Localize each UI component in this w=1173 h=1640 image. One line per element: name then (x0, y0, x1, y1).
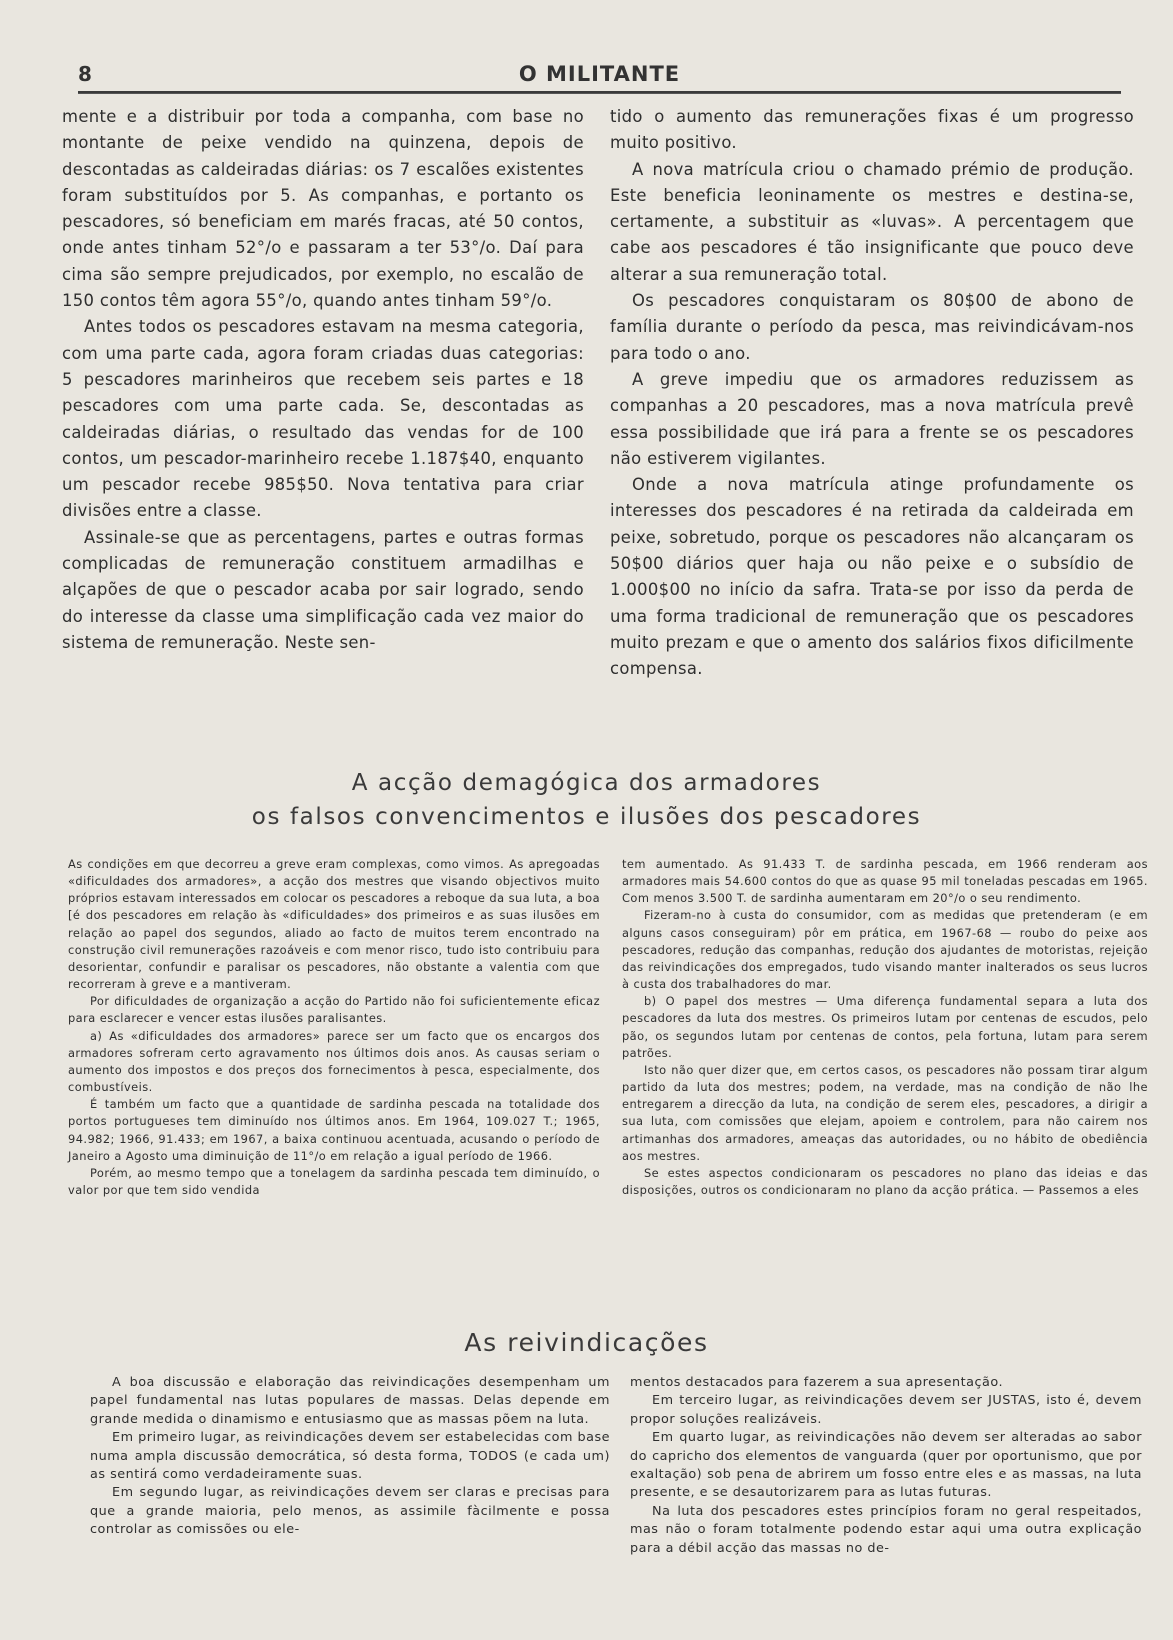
paragraph: Na luta dos pescadores estes princípios foram no geral respeitados, mas não o foram totalmente podendo estar aqui uma outra explicação para a débil acção das massas no de- (630, 1503, 1142, 1556)
section2-right-column (630, 1374, 1142, 1614)
paragraph: A nova matrícula criou o chamado prémio de produção. Este beneficia leoninamente os mestres e destina-se, certamente, a substituir as «luvas». A percentagem que cabe aos pescadores é tão insignificante que pouco deve alterar a sua remuneração total. (610, 159, 1134, 284)
paragraph: b) O papel dos mestres — Uma diferença fundamental separa a luta dos pescadores da luta dos mestres. Os primeiros lutam por centenas de escudos, pelo pão, os segundos lutam por centenas de contos, pela fortuna, lutam para serem patrões. (622, 994, 1148, 1060)
top-left-column (62, 104, 584, 759)
section1-right-column (622, 856, 1148, 1228)
section-heading-line1: A acção demagógica dos armadores (351, 770, 822, 796)
section-heading-reivindicacoes: As reivindicações (464, 1328, 709, 1357)
paragraph: mentos destacados para fazerem a sua apresentação. (630, 1375, 1004, 1390)
paragraph: A boa discussão e elaboração das reivindicações desempenham um papel fundamental nas lutas populares de massas. Delas depende em grande medida o dinamismo e entusiasmo que as massas põem na luta. (90, 1375, 610, 1427)
page-header (78, 62, 1121, 92)
page-number: 8 (78, 62, 92, 86)
section2-left-column (90, 1374, 610, 1614)
paragraph: Os pescadores conquistaram os 80$00 de abono de família durante o período da pesca, mas reivindicávam-nos para todo o ano. (610, 291, 1134, 363)
section-heading-line2: os falsos convencimentos e ilusões dos pescadores (251, 804, 922, 830)
section1-left-column (68, 856, 600, 1228)
top-right-column (610, 104, 1134, 759)
paragraph: Antes todos os pescadores estavam na mesma categoria, com uma parte cada, agora foram criadas duas categorias: 5 pescadores marinheiros que recebem seis partes e 18 pescadores com uma parte cada. Se, descontadas as caldeiradas diárias, o resultado das vendas for de 100 contos, um pescador-marinheiro recebe 1.187$40, enquanto um pescador recebe 985$50. Nova tentativa para criar divisões entre a classe. (62, 317, 584, 521)
paragraph: Em segundo lugar, as reivindicações devem ser claras e precisas para que a grande maioria, pelo menos, as assimile fàcilmente e possa controlar as comissões ou ele- (90, 1485, 610, 1538)
paragraph: Assinale-se que as percentagens, partes e outras formas complicadas de remuneração constituem armadilhas e alçapões de que o pescador acaba por sair logrado, sendo do interesse da classe uma simplificação cada vez maior do sistema de remuneração. Neste sen- (62, 527, 584, 652)
paragraph: Fizeram-no à custa do consumidor, com as medidas que pretenderam (e em alguns casos conseguiram) pôr em prática, em 1967-68 — roubo do peixe aos pescadores, redução das companhas, redução dos ajudantes de motoristas, rejeição das reivindicações dos empregados, tudo visando manter inalterados os seus lucros à custa dos trabalhadores do mar. (622, 908, 1148, 992)
paragraph: É também um facto que a quantidade de sardinha pescada na totalidade dos portos portugueses tem diminuído nos últimos anos. Em 1964, 109.027 T.; 1965, 94.982; 1966, 91.433; em 1967, a baixa continuou acentuada, acusando o período de Janeiro a Agosto uma diminuição de 11°/o em relação a igual período de 1966. (68, 1097, 600, 1163)
paragraph: Porém, ao mesmo tempo que a tonelagem da sardinha pescada tem diminuído, o valor por que tem sido vendida (68, 1165, 600, 1197)
paragraph: Em terceiro lugar, as reivindicações devem ser JUSTAS, isto é, devem propor soluções realizáveis. (630, 1393, 1142, 1427)
paragraph: Por dificuldades de organização a acção do Partido não foi suficientemente eficaz para esclarecer e vencer estas ilusões paralisantes. (68, 994, 600, 1026)
paragraph: Em quarto lugar, as reivindicações não devem ser alteradas ao sabor do capricho dos elementos de vanguarda (quer por oportunismo, que por exaltação) sob pena de abrirem um fosso entre eles e as massas, na luta presente, e se desautorizarem para as lutas futuras. (630, 1430, 1142, 1501)
paragraph: Onde a nova matrícula atinge profundamente os interesses dos pescadores é na retirada da caldeirada em peixe, sobretudo, porque os pescadores não alcançaram os 50$00 diários quer haja ou não peixe e o subsídio de 1.000$00 no início da safra. Trata-se por isso da perda de uma forma tradicional de remuneração que os pescadores muito prezam e que o amento dos salários fixos dificilmente compensa. (610, 475, 1134, 679)
header-rule (78, 91, 1121, 94)
paragraph: tem aumentado. As 91.433 T. de sardinha pescada, em 1966 renderam aos armadores mais 54.600 contos do que as quase 95 mil toneladas pescadas em 1965. Com menos 3.500 T. de sardinha aumentaram em 20°/o o seu rendimento. (622, 857, 1148, 906)
paragraph: Se estes aspectos condicionaram os pescadores no plano das ideias e das disposições, outros os condicionaram no plano da acção prática. — Passemos a eles (622, 1165, 1148, 1197)
paragraph: As condições em que decorreu a greve eram complexas, como vimos. As apregoadas «dificuldades dos armadores», a acção dos mestres que visando objectivos muito próprios estavam interessados em colocar os pescadores a reboque da sua luta, a boa [é dos pescadores em relação às «dificuldades» dos primeiros e as suas ilusões em relação ao papel dos segundos, aliado ao facto de muitos terem encontrado na construção civil remunerações razoáveis e com menor risco, tudo isto contribuiu para desorientar, confundir e paralisar os pescadores, não obstante a valentia com que recorreram à greve e a mantiveram. (68, 857, 600, 992)
masthead-title: O MILITANTE (518, 62, 681, 86)
paragraph: A greve impediu que os armadores reduzissem as companhas a 20 pescadores, mas a nova matrícula prevê essa possibilidade que irá para a frente se os pescadores não estiverem vigilantes. (610, 369, 1134, 468)
paragraph: mente e a distribuir por toda a companha, com base no montante de peixe vendido na quinzena, depois de descontadas as caldeiradas diárias: os 7 escalões existentes foram substituídos por 5. As companhas, e portanto os pescadores, só beneficiam em marés fracas, até 50 contos, onde antes tinham 52°/o e passaram a ter 53°/o. Daí para cima são sempre prejudicados, por exemplo, no escalão de 150 contos têm agora 55°/o, quando antes tinham 59°/o. (62, 107, 584, 311)
paragraph: tido o aumento das remunerações fixas é um progresso muito positivo. (610, 107, 1134, 153)
paragraph: a) As «dificuldades dos armadores» parece ser um facto que os encargos dos armadores sofreram certo agravamento nos últimos dois anos. As causas seriam o aumento dos impostos e dos preços dos fornecimentos à pesca, especialmente, dos combustíveis. (68, 1028, 600, 1095)
paragraph: Isto não quer dizer que, em certos casos, os pescadores não possam tirar algum partido da luta dos mestres; podem, na verdade, mas na condição de não lhe entregarem a direcção da luta, na condição de serem eles, pescadores, a dirigir a sua luta, com comissões que elejam, apoiem e controlem, para não cairem nos artimanhas dos armadores, ameaças das autoridades, ou no hábito de obediência aos mestres. (622, 1062, 1148, 1163)
paragraph: Em primeiro lugar, as reivindicações devem ser estabelecidas com base numa ampla discussão democrática, só desta forma, TODOS (e cada um) as sentirá como verdadeiramente suas. (90, 1430, 610, 1483)
